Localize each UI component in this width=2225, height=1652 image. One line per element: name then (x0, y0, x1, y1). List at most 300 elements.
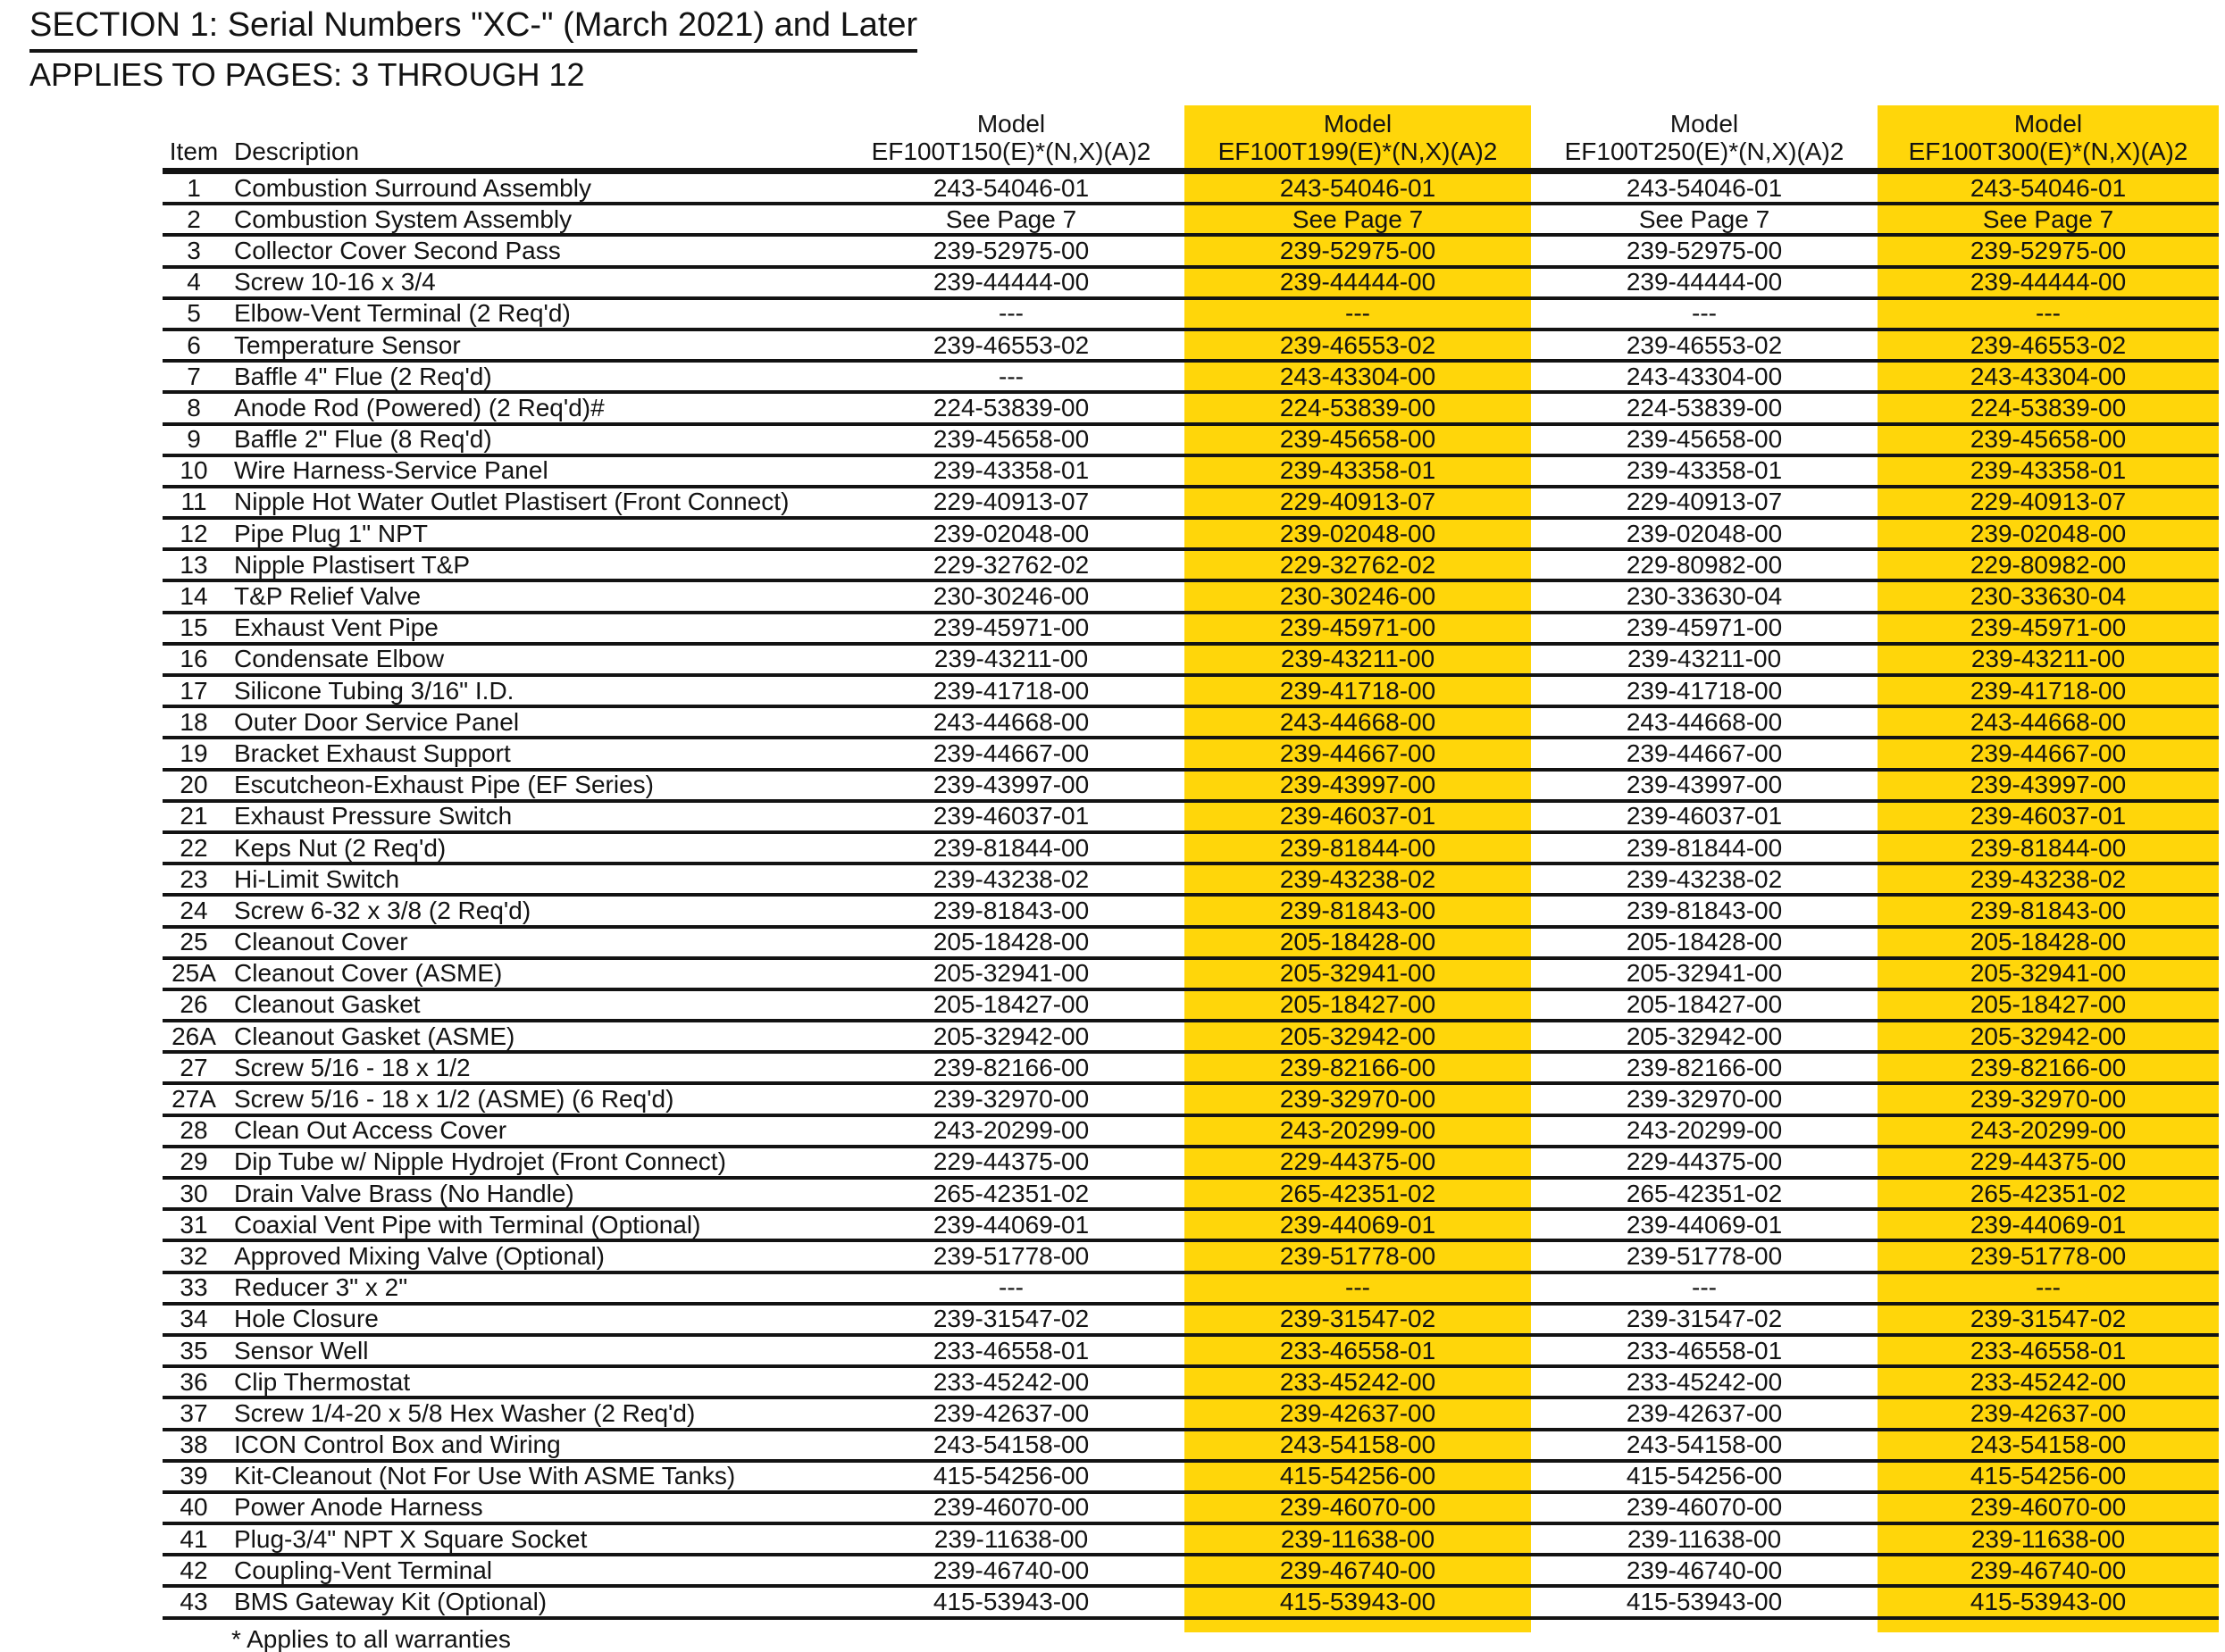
part-number-cell-EF100T250(E)*(N,X)(A)2: 239-46740-00 (1626, 1556, 1783, 1584)
part-number-cell-EF100T250(E)*(N,X)(A)2: 239-42637-00 (1626, 1398, 1783, 1427)
item-number-cell: 19 (180, 738, 208, 767)
table-row (163, 205, 2219, 237)
part-number-cell-EF100T150(E)*(N,X)(A)2: 230-30246-00 (933, 582, 1090, 611)
part-number-cell-EF100T199(E)*(N,X)(A)2: 239-44667-00 (1279, 738, 1436, 767)
item-number-cell: 20 (180, 771, 208, 799)
item-number-cell: 37 (180, 1398, 208, 1427)
table-row (163, 1556, 2219, 1588)
item-number-cell: 25A (171, 959, 216, 988)
part-number-cell-EF100T250(E)*(N,X)(A)2: 239-46553-02 (1626, 330, 1783, 359)
part-number-cell-EF100T250(E)*(N,X)(A)2: 229-80982-00 (1626, 550, 1783, 579)
description-cell: Condensate Elbow (234, 645, 445, 673)
table-row (163, 1463, 2219, 1494)
table-row (163, 520, 2219, 551)
item-number-cell: 15 (180, 613, 208, 642)
part-number-cell-EF100T199(E)*(N,X)(A)2: 224-53839-00 (1279, 393, 1436, 421)
description-cell: Outer Door Service Panel (234, 707, 520, 736)
item-number-cell: 27A (171, 1085, 216, 1114)
part-number-cell-EF100T250(E)*(N,X)(A)2: 230-33630-04 (1626, 582, 1783, 611)
description-cell: Keps Nut (2 Req'd) (234, 833, 447, 862)
part-number-cell-EF100T150(E)*(N,X)(A)2: 239-43238-02 (933, 864, 1090, 893)
part-number-cell-EF100T250(E)*(N,X)(A)2: 243-54046-01 (1626, 173, 1783, 202)
part-number-cell-EF100T150(E)*(N,X)(A)2: 239-11638-00 (933, 1524, 1089, 1553)
part-number-cell-EF100T199(E)*(N,X)(A)2: 205-18427-00 (1279, 990, 1436, 1019)
item-number-cell: 16 (180, 645, 208, 673)
part-number-cell-EF100T199(E)*(N,X)(A)2: --- (1345, 299, 1370, 328)
part-number-cell-EF100T150(E)*(N,X)(A)2: --- (999, 1273, 1024, 1302)
table-row (163, 739, 2219, 771)
part-number-cell-EF100T150(E)*(N,X)(A)2: 224-53839-00 (933, 393, 1090, 421)
part-number-cell-EF100T300(E)*(N,X)(A)2: 230-33630-04 (1970, 582, 2127, 611)
part-number-cell-EF100T199(E)*(N,X)(A)2: 239-81843-00 (1279, 896, 1436, 924)
part-number-cell-EF100T300(E)*(N,X)(A)2: 239-44069-01 (1970, 1210, 2127, 1239)
model-column-header-ef100t250 (1531, 105, 1878, 168)
part-number-cell-EF100T199(E)*(N,X)(A)2: 239-43997-00 (1279, 771, 1436, 799)
description-cell: Sensor Well (234, 1336, 369, 1364)
table-row (163, 1274, 2219, 1306)
item-number-cell: 4 (187, 268, 201, 296)
part-number-cell-EF100T300(E)*(N,X)(A)2: 233-45242-00 (1970, 1367, 2127, 1396)
part-number-cell-EF100T150(E)*(N,X)(A)2: 205-32942-00 (933, 1022, 1090, 1050)
table-footnote: * Applies to all warranties (231, 1625, 511, 1652)
part-number-cell-EF100T150(E)*(N,X)(A)2: 239-82166-00 (933, 1053, 1090, 1081)
description-cell: Drain Valve Brass (No Handle) (234, 1179, 574, 1207)
part-number-cell-EF100T250(E)*(N,X)(A)2: 239-43997-00 (1626, 771, 1783, 799)
part-number-cell-EF100T300(E)*(N,X)(A)2: 239-46070-00 (1970, 1493, 2127, 1522)
description-cell: Combustion System Assembly (234, 204, 573, 233)
item-number-cell: 5 (187, 299, 201, 328)
part-number-cell-EF100T150(E)*(N,X)(A)2: 239-31547-02 (933, 1305, 1090, 1333)
part-number-cell-EF100T150(E)*(N,X)(A)2: 205-18428-00 (933, 928, 1090, 956)
part-number-cell-EF100T300(E)*(N,X)(A)2: 239-41718-00 (1970, 676, 2127, 705)
description-cell: Baffle 4" Flue (2 Req'd) (234, 362, 492, 390)
description-cell: Cleanout Cover (ASME) (234, 959, 503, 988)
part-number-cell-EF100T150(E)*(N,X)(A)2: 239-51778-00 (933, 1241, 1090, 1270)
part-number-cell-EF100T250(E)*(N,X)(A)2: 239-31547-02 (1626, 1305, 1783, 1333)
table-row (163, 991, 2219, 1022)
table-row (163, 929, 2219, 960)
part-number-cell-EF100T300(E)*(N,X)(A)2: 415-53943-00 (1970, 1588, 2127, 1616)
table-row (163, 1242, 2219, 1273)
part-number-cell-EF100T150(E)*(N,X)(A)2: 239-46037-01 (933, 802, 1090, 830)
part-number-cell-EF100T300(E)*(N,X)(A)2: 224-53839-00 (1970, 393, 2127, 421)
part-number-cell-EF100T300(E)*(N,X)(A)2: 239-44444-00 (1970, 268, 2127, 296)
part-number-cell-EF100T199(E)*(N,X)(A)2: 205-18428-00 (1279, 928, 1436, 956)
part-number-cell-EF100T199(E)*(N,X)(A)2: 239-43211-00 (1280, 645, 1435, 673)
model-code: EF100T300(E)*(N,X)(A)2 (1908, 138, 2188, 165)
table-row (163, 1180, 2219, 1211)
table-row (163, 646, 2219, 677)
item-number-cell: 10 (180, 456, 208, 485)
item-number-cell: 29 (180, 1147, 208, 1176)
table-row (163, 331, 2219, 363)
part-number-cell-EF100T300(E)*(N,X)(A)2: 239-43997-00 (1970, 771, 2127, 799)
part-number-cell-EF100T250(E)*(N,X)(A)2: 239-43358-01 (1626, 456, 1783, 485)
part-number-cell-EF100T250(E)*(N,X)(A)2: 224-53839-00 (1626, 393, 1783, 421)
part-number-cell-EF100T199(E)*(N,X)(A)2: 239-45658-00 (1279, 425, 1436, 454)
model-column-header-ef100t300 (1878, 105, 2219, 168)
part-number-cell-EF100T150(E)*(N,X)(A)2: 239-43358-01 (933, 456, 1090, 485)
item-number-cell: 11 (180, 488, 207, 516)
part-number-cell-EF100T150(E)*(N,X)(A)2: 239-46740-00 (933, 1556, 1090, 1584)
item-number-cell: 36 (180, 1367, 208, 1396)
part-number-cell-EF100T250(E)*(N,X)(A)2: --- (1692, 299, 1717, 328)
part-number-cell-EF100T199(E)*(N,X)(A)2: 239-44069-01 (1279, 1210, 1436, 1239)
part-number-cell-EF100T150(E)*(N,X)(A)2: 239-32970-00 (933, 1085, 1090, 1114)
part-number-cell-EF100T250(E)*(N,X)(A)2: 243-20299-00 (1626, 1116, 1783, 1145)
part-number-cell-EF100T300(E)*(N,X)(A)2: 239-45658-00 (1970, 425, 2127, 454)
part-number-cell-EF100T150(E)*(N,X)(A)2: 239-81843-00 (933, 896, 1090, 924)
part-number-cell-EF100T250(E)*(N,X)(A)2: 243-54158-00 (1626, 1431, 1783, 1459)
part-number-cell-EF100T250(E)*(N,X)(A)2: 239-43211-00 (1627, 645, 1782, 673)
part-number-cell-EF100T250(E)*(N,X)(A)2: 239-45658-00 (1626, 425, 1783, 454)
part-number-cell-EF100T300(E)*(N,X)(A)2: 415-54256-00 (1970, 1462, 2127, 1490)
table-row (163, 1525, 2219, 1556)
part-number-cell-EF100T300(E)*(N,X)(A)2: 239-81843-00 (1970, 896, 2127, 924)
part-number-cell-EF100T199(E)*(N,X)(A)2: 239-43358-01 (1279, 456, 1436, 485)
parts-table (163, 105, 2219, 1620)
item-number-cell: 3 (187, 236, 201, 264)
table-row (163, 551, 2219, 582)
part-number-cell-EF100T250(E)*(N,X)(A)2: 239-46070-00 (1626, 1493, 1783, 1522)
description-cell: Nipple Hot Water Outlet Plastisert (Front Connect) (234, 488, 790, 516)
part-number-cell-EF100T250(E)*(N,X)(A)2: 239-81843-00 (1626, 896, 1783, 924)
model-label: Model (2013, 110, 2083, 138)
description-cell: Bracket Exhaust Support (234, 738, 511, 767)
part-number-cell-EF100T199(E)*(N,X)(A)2: 239-82166-00 (1279, 1053, 1436, 1081)
item-number-cell: 39 (180, 1462, 208, 1490)
part-number-cell-EF100T150(E)*(N,X)(A)2: 239-02048-00 (933, 519, 1090, 547)
table-row (163, 1431, 2219, 1463)
part-number-cell-EF100T300(E)*(N,X)(A)2: 239-43358-01 (1970, 456, 2127, 485)
table-row (163, 677, 2219, 708)
description-cell: Temperature Sensor (234, 330, 461, 359)
table-row (163, 363, 2219, 394)
part-number-cell-EF100T199(E)*(N,X)(A)2: 239-81844-00 (1279, 833, 1436, 862)
part-number-cell-EF100T300(E)*(N,X)(A)2: 205-32941-00 (1970, 959, 2127, 988)
part-number-cell-EF100T250(E)*(N,X)(A)2: 205-18428-00 (1626, 928, 1783, 956)
table-row (163, 865, 2219, 897)
item-number-cell: 13 (180, 550, 208, 579)
part-number-cell-EF100T199(E)*(N,X)(A)2: 233-46558-01 (1279, 1336, 1436, 1364)
part-number-cell-EF100T199(E)*(N,X)(A)2: 229-40913-07 (1279, 488, 1436, 516)
part-number-cell-EF100T250(E)*(N,X)(A)2: 233-46558-01 (1626, 1336, 1783, 1364)
table-row (163, 394, 2219, 425)
description-cell: Hi-Limit Switch (234, 864, 400, 893)
item-number-cell: 2 (187, 204, 201, 233)
part-number-cell-EF100T199(E)*(N,X)(A)2: 243-44668-00 (1279, 707, 1436, 736)
description-cell: Cleanout Gasket (234, 990, 421, 1019)
part-number-cell-EF100T300(E)*(N,X)(A)2: --- (2036, 1273, 2061, 1302)
part-number-cell-EF100T300(E)*(N,X)(A)2: --- (2036, 299, 2061, 328)
description-cell: Silicone Tubing 3/16" I.D. (234, 676, 514, 705)
part-number-cell-EF100T150(E)*(N,X)(A)2: 243-54158-00 (933, 1431, 1090, 1459)
part-number-cell-EF100T250(E)*(N,X)(A)2: 229-44375-00 (1626, 1147, 1783, 1176)
description-cell: Power Anode Harness (234, 1493, 483, 1522)
part-number-cell-EF100T300(E)*(N,X)(A)2: 239-11638-00 (1970, 1524, 2126, 1553)
table-row (163, 960, 2219, 991)
part-number-cell-EF100T150(E)*(N,X)(A)2: 239-81844-00 (933, 833, 1090, 862)
description-cell: Plug-3/4" NPT X Square Socket (234, 1524, 588, 1553)
part-number-cell-EF100T150(E)*(N,X)(A)2: 265-42351-02 (933, 1179, 1090, 1207)
table-row (163, 803, 2219, 834)
part-number-cell-EF100T150(E)*(N,X)(A)2: 243-44668-00 (933, 707, 1090, 736)
table-row (163, 457, 2219, 488)
part-number-cell-EF100T250(E)*(N,X)(A)2: 205-18427-00 (1626, 990, 1783, 1019)
part-number-cell-EF100T199(E)*(N,X)(A)2: 205-32942-00 (1279, 1022, 1436, 1050)
part-number-cell-EF100T300(E)*(N,X)(A)2: 239-46553-02 (1970, 330, 2127, 359)
part-number-cell-EF100T150(E)*(N,X)(A)2: 415-53943-00 (933, 1588, 1090, 1616)
description-cell: Clean Out Access Cover (234, 1116, 507, 1145)
table-row (163, 1054, 2219, 1085)
part-number-cell-EF100T250(E)*(N,X)(A)2: 239-11638-00 (1627, 1524, 1782, 1553)
part-number-cell-EF100T150(E)*(N,X)(A)2: 239-45658-00 (933, 425, 1090, 454)
description-cell: BMS Gateway Kit (Optional) (234, 1588, 548, 1616)
part-number-cell-EF100T199(E)*(N,X)(A)2: 239-31547-02 (1279, 1305, 1436, 1333)
description-cell: Approved Mixing Valve (Optional) (234, 1241, 606, 1270)
part-number-cell-EF100T199(E)*(N,X)(A)2: 415-53943-00 (1279, 1588, 1436, 1616)
item-number-cell: 9 (187, 425, 201, 454)
part-number-cell-EF100T150(E)*(N,X)(A)2: 239-43997-00 (933, 771, 1090, 799)
part-number-cell-EF100T250(E)*(N,X)(A)2: 239-51778-00 (1626, 1241, 1783, 1270)
description-column-header (225, 105, 838, 168)
table-row (163, 1148, 2219, 1180)
item-number-cell: 18 (180, 707, 208, 736)
table-row (163, 1588, 2219, 1619)
item-number-cell: 40 (180, 1493, 208, 1522)
part-number-cell-EF100T150(E)*(N,X)(A)2: 205-18427-00 (933, 990, 1090, 1019)
table-row (163, 1211, 2219, 1242)
item-number-cell: 35 (180, 1336, 208, 1364)
part-number-cell-EF100T150(E)*(N,X)(A)2: 239-44444-00 (933, 268, 1090, 296)
item-number-cell: 22 (180, 833, 208, 862)
model-code: EF100T150(E)*(N,X)(A)2 (871, 138, 1151, 165)
model-column-header-ef100t199 (1184, 105, 1531, 168)
part-number-cell-EF100T250(E)*(N,X)(A)2: 205-32942-00 (1626, 1022, 1783, 1050)
part-number-cell-EF100T150(E)*(N,X)(A)2: 415-54256-00 (933, 1462, 1090, 1490)
table-row (163, 426, 2219, 457)
part-number-cell-EF100T250(E)*(N,X)(A)2: --- (1692, 1273, 1717, 1302)
item-number-cell: 25 (180, 928, 208, 956)
model-code: EF100T250(E)*(N,X)(A)2 (1564, 138, 1844, 165)
part-number-cell-EF100T300(E)*(N,X)(A)2: 243-43304-00 (1970, 362, 2127, 390)
description-cell: Coupling-Vent Terminal (234, 1556, 492, 1584)
description-cell: Coaxial Vent Pipe with Terminal (Optional) (234, 1210, 701, 1239)
part-number-cell-EF100T150(E)*(N,X)(A)2: 239-45971-00 (933, 613, 1090, 642)
description-cell: Reducer 3" x 2" (234, 1273, 408, 1302)
model-label: Model (1323, 110, 1393, 138)
table-row (163, 614, 2219, 646)
item-number-cell: 31 (180, 1210, 208, 1239)
description-cell: T&P Relief Valve (234, 582, 422, 611)
table-row (163, 1306, 2219, 1337)
description-cell: Clip Thermostat (234, 1367, 411, 1396)
part-number-cell-EF100T300(E)*(N,X)(A)2: 239-43211-00 (1970, 645, 2126, 673)
table-row (163, 708, 2219, 739)
part-number-cell-EF100T250(E)*(N,X)(A)2: 239-82166-00 (1626, 1053, 1783, 1081)
table-row (163, 1117, 2219, 1148)
part-number-cell-EF100T250(E)*(N,X)(A)2: 229-40913-07 (1626, 488, 1783, 516)
table-body (163, 174, 2219, 1620)
part-number-cell-EF100T199(E)*(N,X)(A)2: 239-11638-00 (1280, 1524, 1435, 1553)
table-row (163, 1085, 2219, 1116)
part-number-cell-EF100T300(E)*(N,X)(A)2: 239-81844-00 (1970, 833, 2127, 862)
description-cell: Elbow-Vent Terminal (2 Req'd) (234, 299, 571, 328)
part-number-cell-EF100T250(E)*(N,X)(A)2: 239-44667-00 (1626, 738, 1783, 767)
part-number-cell-EF100T300(E)*(N,X)(A)2: 239-43238-02 (1970, 864, 2127, 893)
description-cell: Exhaust Vent Pipe (234, 613, 439, 642)
part-number-cell-EF100T300(E)*(N,X)(A)2: 239-46740-00 (1970, 1556, 2127, 1584)
part-number-cell-EF100T250(E)*(N,X)(A)2: 239-45971-00 (1626, 613, 1783, 642)
part-number-cell-EF100T300(E)*(N,X)(A)2: 239-02048-00 (1970, 519, 2127, 547)
part-number-cell-EF100T300(E)*(N,X)(A)2: 229-44375-00 (1970, 1147, 2127, 1176)
page-title (29, 5, 917, 53)
item-number-cell: 28 (180, 1116, 208, 1145)
part-number-cell-EF100T150(E)*(N,X)(A)2: 229-44375-00 (933, 1147, 1090, 1176)
part-number-cell-EF100T300(E)*(N,X)(A)2: 243-44668-00 (1970, 707, 2127, 736)
part-number-cell-EF100T199(E)*(N,X)(A)2: 239-51778-00 (1279, 1241, 1436, 1270)
part-number-cell-EF100T300(E)*(N,X)(A)2: 243-54046-01 (1970, 173, 2127, 202)
item-number-cell: 17 (180, 676, 208, 705)
part-number-cell-EF100T199(E)*(N,X)(A)2: 239-46070-00 (1279, 1493, 1436, 1522)
part-number-cell-EF100T300(E)*(N,X)(A)2: 239-32970-00 (1970, 1085, 2127, 1114)
part-number-cell-EF100T300(E)*(N,X)(A)2: 205-32942-00 (1970, 1022, 2127, 1050)
description-cell: Collector Cover Second Pass (234, 236, 561, 264)
part-number-cell-EF100T250(E)*(N,X)(A)2: 233-45242-00 (1626, 1367, 1783, 1396)
part-number-cell-EF100T199(E)*(N,X)(A)2: 239-42637-00 (1279, 1398, 1436, 1427)
part-number-cell-EF100T250(E)*(N,X)(A)2: 239-02048-00 (1626, 519, 1783, 547)
part-number-cell-EF100T199(E)*(N,X)(A)2: 243-54158-00 (1279, 1431, 1436, 1459)
part-number-cell-EF100T250(E)*(N,X)(A)2: 205-32941-00 (1626, 959, 1783, 988)
part-number-cell-EF100T199(E)*(N,X)(A)2: 233-45242-00 (1279, 1367, 1436, 1396)
part-number-cell-EF100T150(E)*(N,X)(A)2: See Page 7 (945, 204, 1077, 233)
part-number-cell-EF100T199(E)*(N,X)(A)2: 229-32762-02 (1279, 550, 1436, 579)
table-row (163, 1337, 2219, 1368)
part-number-cell-EF100T300(E)*(N,X)(A)2: 239-52975-00 (1970, 236, 2127, 264)
description-cell: Screw 5/16 - 18 x 1/2 (234, 1053, 471, 1081)
part-number-cell-EF100T150(E)*(N,X)(A)2: 205-32941-00 (933, 959, 1090, 988)
part-number-cell-EF100T250(E)*(N,X)(A)2: See Page 7 (1638, 204, 1770, 233)
item-number-cell: 26 (180, 990, 208, 1019)
part-number-cell-EF100T150(E)*(N,X)(A)2: 239-42637-00 (933, 1398, 1090, 1427)
part-number-cell-EF100T250(E)*(N,X)(A)2: 239-41718-00 (1626, 676, 1783, 705)
table-header-row (163, 105, 2219, 174)
table-row (163, 582, 2219, 613)
part-number-cell-EF100T300(E)*(N,X)(A)2: 239-82166-00 (1970, 1053, 2127, 1081)
part-number-cell-EF100T250(E)*(N,X)(A)2: 239-44444-00 (1626, 268, 1783, 296)
description-cell: Hole Closure (234, 1305, 379, 1333)
description-cell: Pipe Plug 1" NPT (234, 519, 428, 547)
part-number-cell-EF100T199(E)*(N,X)(A)2: 239-46740-00 (1279, 1556, 1436, 1584)
item-number-cell: 24 (180, 896, 208, 924)
part-number-cell-EF100T250(E)*(N,X)(A)2: 239-44069-01 (1626, 1210, 1783, 1239)
description-cell: Kit-Cleanout (Not For Use With ASME Tanks) (234, 1462, 736, 1490)
part-number-cell-EF100T300(E)*(N,X)(A)2: 229-40913-07 (1970, 488, 2127, 516)
part-number-cell-EF100T250(E)*(N,X)(A)2: 415-53943-00 (1626, 1588, 1783, 1616)
part-number-cell-EF100T199(E)*(N,X)(A)2: 239-32970-00 (1279, 1085, 1436, 1114)
part-number-cell-EF100T150(E)*(N,X)(A)2: 243-54046-01 (933, 173, 1090, 202)
item-number-cell: 32 (180, 1241, 208, 1270)
part-number-cell-EF100T300(E)*(N,X)(A)2: 239-46037-01 (1970, 802, 2127, 830)
description-cell: Combustion Surround Assembly (234, 173, 591, 202)
item-number-cell: 7 (187, 362, 201, 390)
model-code: EF100T199(E)*(N,X)(A)2 (1217, 138, 1498, 165)
part-number-cell-EF100T150(E)*(N,X)(A)2: 243-20299-00 (933, 1116, 1090, 1145)
part-number-cell-EF100T250(E)*(N,X)(A)2: 415-54256-00 (1626, 1462, 1783, 1490)
part-number-cell-EF100T199(E)*(N,X)(A)2: 239-41718-00 (1279, 676, 1436, 705)
part-number-cell-EF100T300(E)*(N,X)(A)2: See Page 7 (1982, 204, 2114, 233)
part-number-cell-EF100T300(E)*(N,X)(A)2: 265-42351-02 (1970, 1179, 2127, 1207)
part-number-cell-EF100T150(E)*(N,X)(A)2: 239-43211-00 (933, 645, 1089, 673)
part-number-cell-EF100T250(E)*(N,X)(A)2: 243-43304-00 (1626, 362, 1783, 390)
part-number-cell-EF100T150(E)*(N,X)(A)2: 239-46553-02 (933, 330, 1090, 359)
description-cell: Exhaust Pressure Switch (234, 802, 513, 830)
description-cell: Escutcheon-Exhaust Pipe (EF Series) (234, 771, 654, 799)
part-number-cell-EF100T199(E)*(N,X)(A)2: 243-54046-01 (1279, 173, 1436, 202)
part-number-cell-EF100T300(E)*(N,X)(A)2: 239-44667-00 (1970, 738, 2127, 767)
part-number-cell-EF100T150(E)*(N,X)(A)2: 239-44069-01 (933, 1210, 1090, 1239)
table-row (163, 1368, 2219, 1399)
item-header-label: Item (169, 138, 219, 165)
item-number-cell: 6 (187, 330, 201, 359)
part-number-cell-EF100T150(E)*(N,X)(A)2: 239-46070-00 (933, 1493, 1090, 1522)
part-number-cell-EF100T300(E)*(N,X)(A)2: 239-42637-00 (1970, 1398, 2127, 1427)
part-number-cell-EF100T300(E)*(N,X)(A)2: 205-18428-00 (1970, 928, 2127, 956)
part-number-cell-EF100T199(E)*(N,X)(A)2: 205-32941-00 (1279, 959, 1436, 988)
item-number-cell: 26A (171, 1022, 216, 1050)
description-cell: Nipple Plastisert T&P (234, 550, 471, 579)
part-number-cell-EF100T199(E)*(N,X)(A)2: 239-45971-00 (1279, 613, 1436, 642)
item-number-cell: 33 (180, 1273, 208, 1302)
part-number-cell-EF100T150(E)*(N,X)(A)2: --- (999, 299, 1024, 328)
part-number-cell-EF100T199(E)*(N,X)(A)2: 239-44444-00 (1279, 268, 1436, 296)
item-number-cell: 14 (180, 582, 208, 611)
model-column-header-ef100t150 (838, 105, 1184, 168)
part-number-cell-EF100T199(E)*(N,X)(A)2: 265-42351-02 (1279, 1179, 1436, 1207)
item-number-cell: 12 (180, 519, 208, 547)
item-number-cell: 21 (180, 802, 208, 830)
table-row (163, 1494, 2219, 1525)
part-number-cell-EF100T199(E)*(N,X)(A)2: 239-46553-02 (1279, 330, 1436, 359)
part-number-cell-EF100T150(E)*(N,X)(A)2: 233-46558-01 (933, 1336, 1090, 1364)
item-number-cell: 1 (187, 173, 201, 202)
part-number-cell-EF100T199(E)*(N,X)(A)2: 415-54256-00 (1279, 1462, 1436, 1490)
part-number-cell-EF100T150(E)*(N,X)(A)2: 229-32762-02 (933, 550, 1090, 579)
description-cell: Cleanout Cover (234, 928, 408, 956)
part-number-cell-EF100T150(E)*(N,X)(A)2: 233-45242-00 (933, 1367, 1090, 1396)
item-number-cell: 42 (180, 1556, 208, 1584)
part-number-cell-EF100T300(E)*(N,X)(A)2: 205-18427-00 (1970, 990, 2127, 1019)
part-number-cell-EF100T250(E)*(N,X)(A)2: 239-52975-00 (1626, 236, 1783, 264)
table-row (163, 772, 2219, 803)
part-number-cell-EF100T300(E)*(N,X)(A)2: 233-46558-01 (1970, 1336, 2127, 1364)
part-number-cell-EF100T250(E)*(N,X)(A)2: 239-43238-02 (1626, 864, 1783, 893)
part-number-cell-EF100T199(E)*(N,X)(A)2: 239-43238-02 (1279, 864, 1436, 893)
part-number-cell-EF100T199(E)*(N,X)(A)2: 239-46037-01 (1279, 802, 1436, 830)
description-cell: Wire Harness-Service Panel (234, 456, 548, 485)
table-row (163, 1022, 2219, 1054)
part-number-cell-EF100T150(E)*(N,X)(A)2: --- (999, 362, 1024, 390)
description-cell: Screw 6-32 x 3/8 (2 Req'd) (234, 896, 531, 924)
table-row (163, 834, 2219, 865)
part-number-cell-EF100T150(E)*(N,X)(A)2: 239-41718-00 (933, 676, 1090, 705)
description-cell: Baffle 2" Flue (8 Req'd) (234, 425, 492, 454)
part-number-cell-EF100T199(E)*(N,X)(A)2: 230-30246-00 (1279, 582, 1436, 611)
item-number-cell: 23 (180, 864, 208, 893)
part-number-cell-EF100T250(E)*(N,X)(A)2: 239-46037-01 (1626, 802, 1783, 830)
description-cell: Screw 1/4-20 x 5/8 Hex Washer (2 Req'd) (234, 1398, 696, 1427)
item-number-cell: 43 (180, 1588, 208, 1616)
